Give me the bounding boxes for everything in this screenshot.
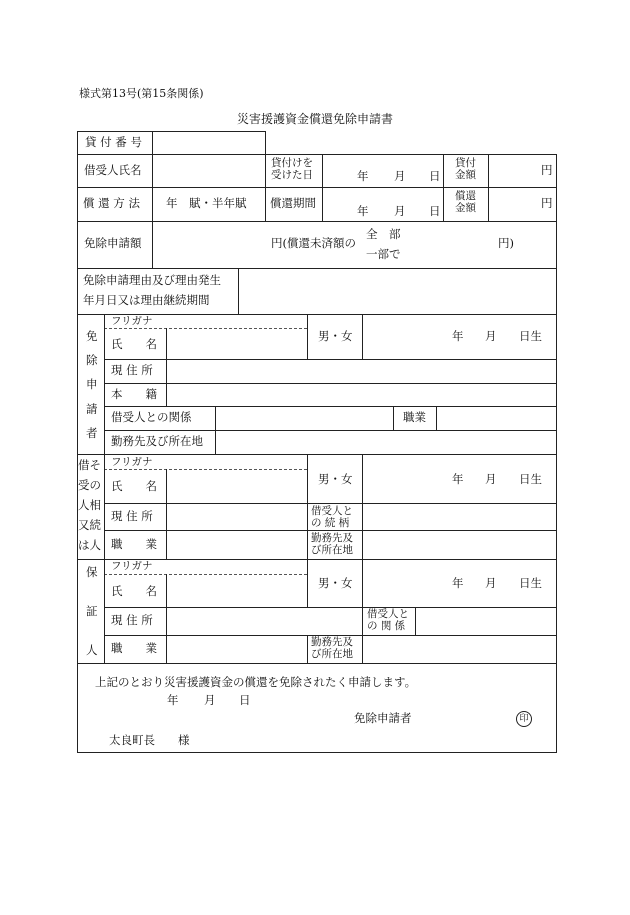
- reason-label-line1: 免除申請理由及び理由発生: [83, 273, 221, 287]
- grid-line: [307, 635, 308, 663]
- guarantor-birth-year: 年: [452, 576, 464, 590]
- heir-gender: 男・女: [318, 472, 353, 486]
- repay-period-month: 月: [394, 204, 406, 218]
- grid-line: [265, 131, 266, 154]
- guarantor-birth-month: 月: [485, 576, 497, 590]
- grid-line: [77, 187, 557, 188]
- grid-line: [307, 454, 308, 559]
- grid-line: [443, 154, 444, 221]
- grid-line: [104, 503, 557, 504]
- guarantor-name-label: 氏 名: [111, 584, 157, 598]
- grid-line: [152, 221, 153, 268]
- repay-period-label: 償還期間: [270, 196, 316, 210]
- grid-line: [77, 131, 78, 752]
- heir-label-row-4: 又続: [78, 518, 101, 532]
- footer-month: 月: [204, 693, 216, 707]
- heir-label-row-5: は人: [78, 538, 101, 552]
- grid-line: [77, 221, 557, 222]
- grid-line: [362, 607, 363, 635]
- grid-line: [77, 268, 557, 269]
- applicant-name-label: 氏 名: [111, 337, 157, 351]
- grid-line: [104, 314, 105, 663]
- guarantor-label-2: 証: [86, 604, 98, 618]
- grid-line: [166, 328, 167, 406]
- applicant-workplace-label: 勤務先及び所在地: [111, 434, 203, 448]
- addressee: 太良町長 様: [109, 733, 190, 747]
- applicant-label-5: 者: [86, 426, 98, 440]
- exempt-yen-close: 円): [498, 236, 514, 250]
- applicant-occupation-label: 職業: [403, 410, 426, 424]
- heir-birth-day: 日生: [519, 472, 542, 486]
- grid-line: [166, 469, 167, 559]
- grid-line: [77, 752, 557, 753]
- exempt-partial-option: 一部で: [366, 247, 401, 261]
- heir-label-row-1: 借そ: [78, 458, 101, 472]
- furigana-divider: [104, 469, 307, 470]
- guarantor-birth-day: 日生: [519, 576, 542, 590]
- repay-amount-label: 償還 金額: [455, 190, 476, 215]
- applicant-furigana-label: フリガナ: [111, 315, 153, 327]
- applicant-gender: 男・女: [318, 329, 353, 343]
- heir-label-row-3: 人相: [78, 498, 101, 512]
- applicant-birth-month: 月: [485, 329, 497, 343]
- loan-number-label: 貸 付 番 号: [85, 135, 142, 149]
- grid-line: [436, 406, 437, 430]
- loan-date-day: 日: [429, 169, 441, 183]
- grid-line: [77, 154, 557, 155]
- loan-date-year: 年: [357, 169, 369, 183]
- grid-line: [362, 559, 363, 607]
- guarantor-occupation-label: 職 業: [111, 641, 157, 655]
- guarantor-address-label: 現 住 所: [111, 613, 153, 627]
- heir-label-row-2: 受の: [78, 478, 101, 492]
- guarantor-workplace-label: 勤務先及 び所在地: [311, 636, 353, 661]
- loan-date-month: 月: [394, 169, 406, 183]
- applicant-birth-year: 年: [452, 329, 464, 343]
- guarantor-relation-label: 借受人と の 関 係: [367, 608, 409, 633]
- grid-line: [307, 314, 308, 359]
- heir-relation-label: 借受人と の 続 柄: [311, 505, 353, 530]
- grid-line: [104, 530, 557, 531]
- grid-line: [265, 154, 266, 221]
- grid-line: [104, 430, 557, 431]
- loan-date-label: 貸付けを 受けた日: [271, 157, 313, 182]
- grid-line: [362, 314, 363, 359]
- applicant-address-label: 現 住 所: [111, 363, 153, 377]
- repay-method-value: 年 賦・半年賦: [166, 196, 247, 210]
- applicant-domicile-label: 本 籍: [111, 387, 157, 401]
- reason-label-line2: 年月日又は理由継続期間: [83, 293, 210, 307]
- loan-amount-label: 貸付 金額: [455, 157, 476, 182]
- grid-line: [415, 607, 416, 635]
- guarantor-furigana-label: フリガナ: [111, 560, 153, 572]
- heir-birth-year: 年: [452, 472, 464, 486]
- applicant-birth-day: 日生: [519, 329, 542, 343]
- form-title: 災害援護資金償還免除申請書: [237, 112, 394, 126]
- grid-line: [362, 454, 363, 559]
- application-statement: 上記のとおり災害援護資金の償還を免除されたく申請します。: [95, 675, 417, 689]
- heir-birth-month: 月: [485, 472, 497, 486]
- grid-line: [307, 559, 308, 607]
- guarantor-label-1: 保: [86, 565, 98, 579]
- footer-year: 年: [167, 693, 179, 707]
- heir-address-label: 現 住 所: [111, 509, 153, 523]
- grid-line: [104, 406, 557, 407]
- guarantor-gender: 男・女: [318, 576, 353, 590]
- grid-line: [322, 154, 323, 221]
- furigana-divider: [104, 574, 307, 575]
- applicant-label-3: 申: [86, 377, 98, 391]
- applicant-label-1: 免: [86, 329, 98, 343]
- grid-line: [556, 154, 557, 752]
- heir-occupation-label: 職 業: [111, 537, 157, 551]
- grid-line: [152, 131, 153, 221]
- loan-amount-unit: 円: [541, 163, 553, 177]
- repay-period-day: 日: [429, 204, 441, 218]
- grid-line: [393, 406, 394, 430]
- heir-name-label: 氏 名: [111, 479, 157, 493]
- applicant-label-4: 請: [86, 402, 98, 416]
- grid-line: [104, 607, 557, 608]
- repay-period-year: 年: [357, 204, 369, 218]
- grid-line: [77, 131, 265, 132]
- grid-line: [238, 268, 239, 314]
- applicant-label-2: 除: [86, 353, 98, 367]
- seal-mark-icon: 印: [516, 711, 532, 727]
- grid-line: [166, 574, 167, 663]
- furigana-divider: [104, 328, 307, 329]
- grid-line: [104, 383, 557, 384]
- grid-line: [215, 406, 216, 454]
- guarantor-label-3: 人: [86, 643, 98, 657]
- grid-line: [77, 663, 557, 664]
- footer-day: 日: [239, 693, 251, 707]
- grid-line: [362, 635, 363, 663]
- grid-line: [488, 154, 489, 221]
- borrower-name-label: 借受人氏名: [84, 163, 142, 177]
- heir-furigana-label: フリガナ: [111, 456, 153, 468]
- exempt-yen-unpaid: 円(償還未済額の: [271, 236, 356, 250]
- footer-applicant-label: 免除申請者: [354, 711, 412, 725]
- form-number: 様式第13号(第15条関係): [79, 87, 204, 100]
- heir-workplace-label: 勤務先及 び所在地: [311, 532, 353, 557]
- repay-method-label: 償 還 方 法: [83, 196, 140, 210]
- grid-line: [104, 359, 557, 360]
- grid-line: [77, 454, 557, 455]
- repay-amount-unit: 円: [541, 196, 553, 210]
- applicant-relation-label: 借受人との関係: [111, 410, 192, 424]
- exempt-amount-label: 免除申請額: [84, 236, 142, 250]
- exempt-all-option: 全 部: [366, 227, 401, 241]
